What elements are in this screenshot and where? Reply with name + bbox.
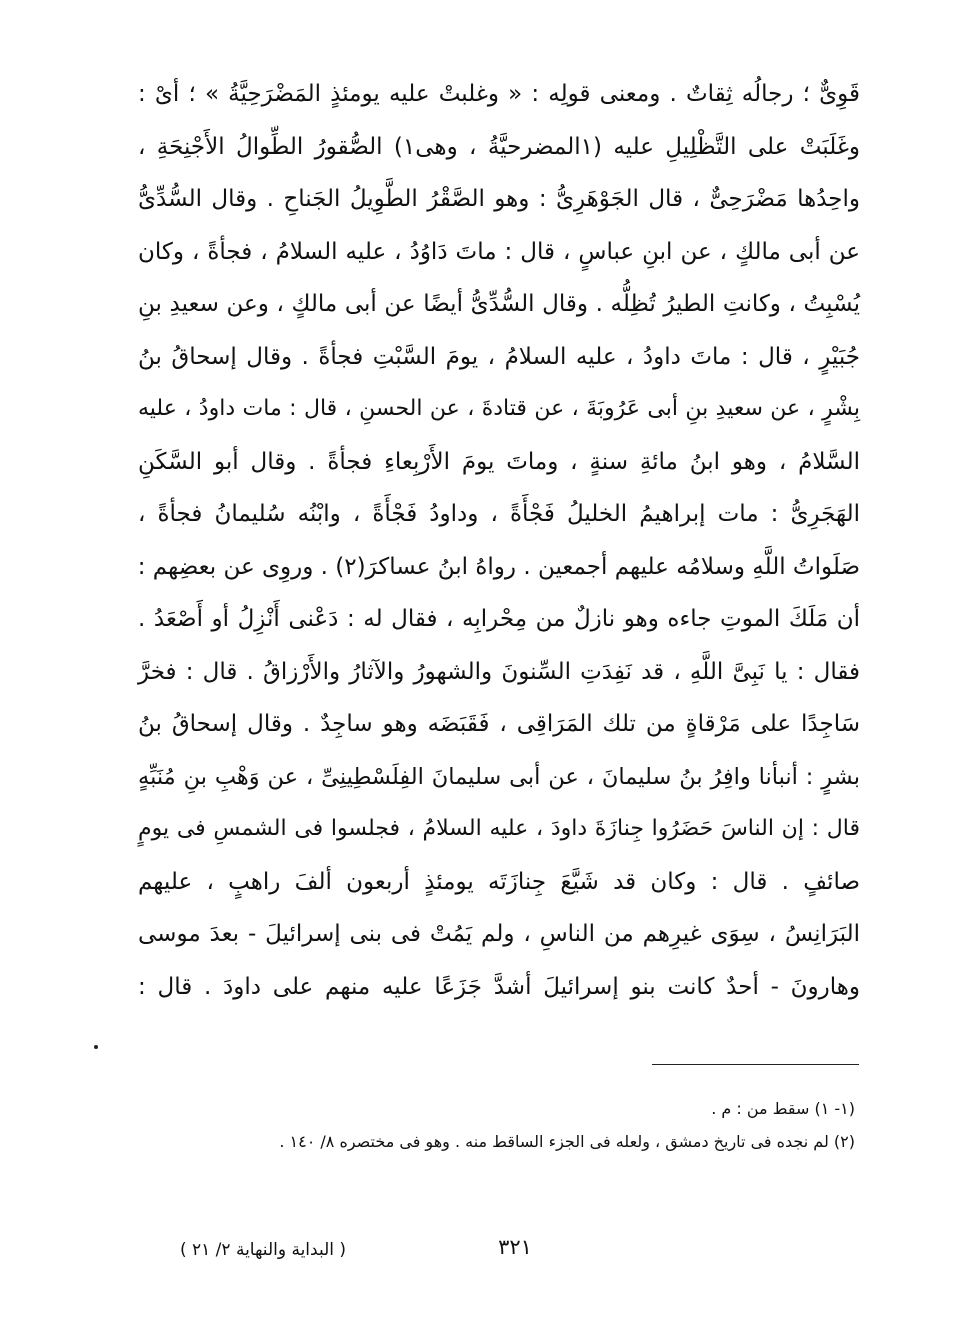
- text-line: أن مَلَكَ الموتِ جاءه وهو نازلٌ من مِحْرابِه ، فقال له : دَعْنى أَنْزِلُ أو أَصْعَدُ .: [138, 606, 860, 632]
- footnotes-block: [135, 1092, 855, 1158]
- running-title: ( البداية والنهاية ٢/ ٢١ ): [179, 1240, 347, 1260]
- page-number: ٣٢١: [498, 1235, 532, 1259]
- stray-ink-dot: [94, 1045, 98, 1049]
- text-line: صَلَواتُ اللَّهِ وسلامُه عليهم أجمعين . رواهُ ابنُ عساكرَ(٢) . وروِى عن بعضِهم :: [137, 553, 860, 580]
- text-line: البَرَانِسُ ، سِوَى غيرِهم من الناسِ ، ولم يَمُتْ فى بنى إسرائيلَ - بعدَ موسى: [138, 921, 860, 947]
- text-line: قَوِىٌّ ؛ رجالُه ثِقاتٌ . ومعنى قولِه : « وغلبتْ عليه يومئذٍ المَضْرَحِيَّةُ » ؛ أىْ :: [138, 81, 860, 107]
- text-line: جُبَيْرٍ ، قال : ماتَ داودُ ، عليه السلامُ ، يومَ السَّبْتِ فجأةً . وقال إسحاقُ بنُ: [138, 343, 860, 370]
- footnote: (٢) لم نجده فى تاريخ دمشق ، ولعله فى الجزء الساقط منه . وهو فى مختصره ٨/ ١٤٠ .: [279, 1132, 855, 1151]
- text-line: بشرٍ : أنبأنا وافِرُ بنُ سليمانَ ، عن أبى سليمانَ الفِلَسْطِينِىِّ ، عن وَهْبِ بنِ مُنَبِّهٍ: [138, 763, 860, 790]
- text-line: صائفٍ . قال : وكان قد شَيَّعَ جِنازَتَه يومئذٍ أربعون ألفَ راهبٍ ، عليهم: [138, 868, 860, 895]
- text-line: بِشْرٍ ، عن سعيدِ بنِ أبى عَرُوبَةَ ، عن قتادةَ ، عن الحسنِ ، قال : مات داودُ ، عليه: [138, 396, 860, 421]
- text-line: وغَلَبَتْ على التَّظْلِيلِ عليه (١المضرحيَّةُ ، وهى١) الصُّقورُ الطِّوالُ الأَجْنِحَةِ ،: [138, 133, 860, 160]
- footnote-separator: [652, 1064, 859, 1065]
- text-line: سَاجِدًا على مَرْقاةٍ من تلك المَرَاقِى ، فَقَبَضَه وهو ساجِدٌ . وقال إسحاقُ بنُ: [138, 711, 860, 737]
- text-line: فقال : يا نَبِىَّ اللَّهِ ، قد نَفِدَتِ السِّنونَ والشهورُ والآثارُ والأَرْزاقُ . قال : فخرَّ: [138, 658, 860, 685]
- text-line: قال : إن الناسَ حَضَرُوا جِنازَةَ داودَ ، عليه السلامُ ، فجلسوا فى الشمسِ فى يومٍ: [138, 816, 860, 841]
- text-line: الهَجَرِىُّ : مات إبراهيمُ الخليلُ فَجْأَةً ، وداودُ فَجْأَةً ، وابْنُه سُليمانُ فجأةً ،: [138, 501, 860, 527]
- footnote: (١- ١) سقط من : م .: [711, 1099, 855, 1118]
- text-line: السَّلامُ ، وهو ابنُ مائةِ سنةٍ ، وماتَ يومَ الأَرْبِعاءِ فجأةً . وقال أبو السَّكَنِ: [138, 448, 860, 475]
- text-line: عن أبى مالكٍ ، عن ابنِ عباسٍ ، قال : ماتَ دَاوُدُ ، عليه السلامُ ، فجأةً ، وكان: [138, 238, 860, 265]
- text-line: وهارونَ - أحدٌ كانت بنو إسرائيلَ أشدَّ جَزَعًا عليه منهم على داودَ . قال :: [138, 973, 860, 1000]
- main-text-block: [138, 68, 860, 1013]
- text-line: يُسْبِتُ ، وكانتِ الطيرُ تُظِلُّه . وقال السُّدِّىُّ أيضًا عن أبى مالكٍ ، وعن سعيدِ بنِ: [138, 291, 860, 317]
- text-line: واحِدُها مَضْرَحِىٌّ ، قال الجَوْهَرِىُّ : وهو الصَّقْرُ الطَّوِيلُ الجَناحِ . وقال السُّدِّىُّ: [138, 186, 860, 212]
